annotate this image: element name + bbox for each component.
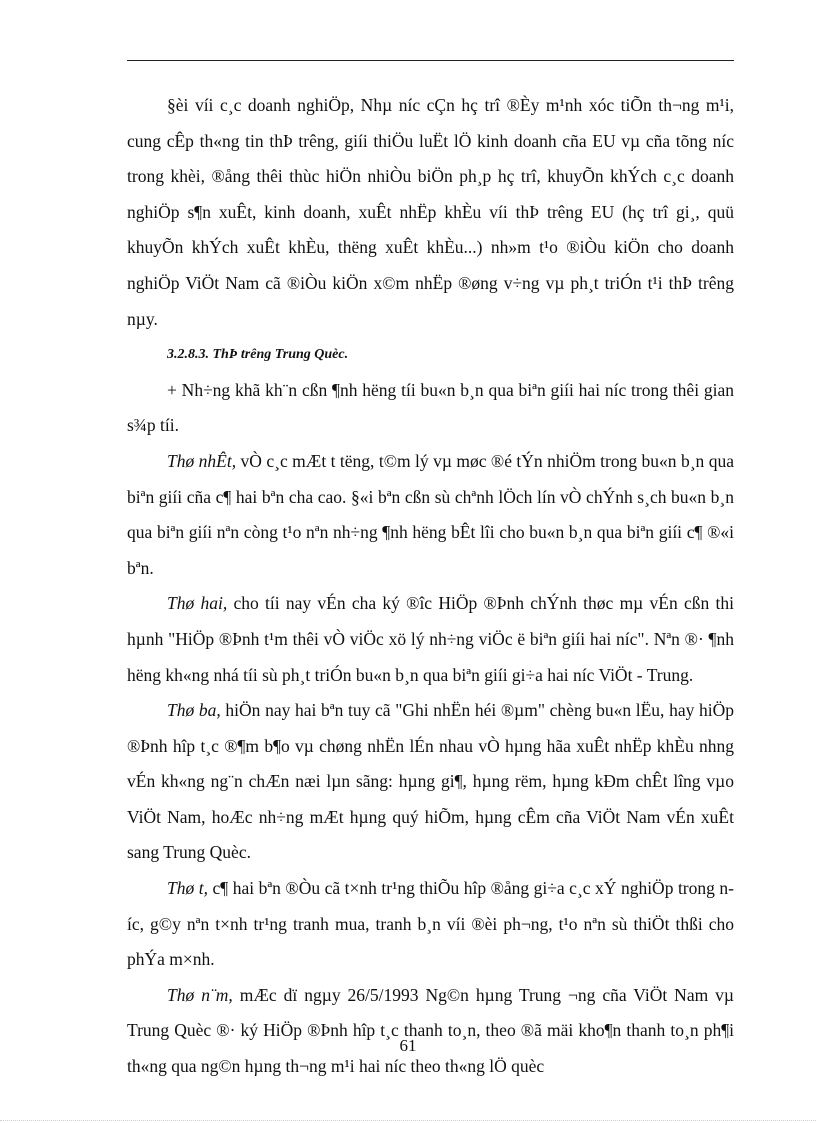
paragraph-third-lead: Thø ba,	[167, 700, 221, 721]
paragraph-first-text: vÒ c¸c mÆt t tëng, t©m lý vµ møc ®é tÝn nhiÖm trong bu«n b¸n qua biªn giíi cña c¶ hai bªn cha cao. §«i bªn cßn sù chªnh lÖch lín vÒ chÝnh s¸ch bu«n b¸n qua biªn giíi nªn còng t¹o nªn nh÷ng ¶nh hëng bÊt lîi cho bu«n b¸n qua biªn giíi c¶ ®«i bªn.	[127, 450, 734, 578]
paragraph-fourth	[127, 871, 734, 978]
paragraph-second	[127, 586, 734, 693]
paragraph-fourth-text: c¶ hai bªn ®Òu cã t×nh tr¹ng thiÕu hîp ®ång gi÷a c¸c xÝ nghiÖp trong níc, g©y nªn t×nh tr¹ng tranh mua, tranh b¸n víi ®èi ph¬ng, t¹o nªn sù thiÖt thßi cho phÝa m×nh.	[127, 878, 734, 970]
paragraph-fifth	[127, 978, 734, 1085]
paragraph-fifth-lead: Thø n¨m,	[167, 984, 233, 1005]
paragraph-fourth-lead: Thø t,	[167, 878, 208, 899]
footer-dotted-rule	[0, 1120, 816, 1121]
paragraph-second-text: cho tíi nay vÉn cha ký ®îc HiÖp ®Þnh chÝnh thøc mµ vÉn cßn thi hµnh "HiÖp ®Þnh t¹m thêi vÒ viÖc xö lý nh÷ng viÖc ë biªn giíi hai níc". Nªn ®· ¶nh hëng kh«ng nhá tíi sù ph¸t triÓn bu«n b¸n qua biªn giíi gi÷a hai níc ViÖt - Trung.	[127, 593, 734, 685]
paragraph-third-text: hiÖn nay hai bªn tuy cã "Ghi nhËn héi ®µm" chèng bu«n lËu, hay hiÖp ®Þnh hîp t¸c ®¶m b¶o vµ chøng nhËn lÉn nhau vÒ hµng hãa xuÊt nhËp khÈu nhng vÉn kh«ng ng¨n chÆn næi lµn sãng: hµng gi¶, hµng rëm, hµng kÐm chÊt lîng vµo ViÖt Nam, hoÆc nh÷ng mÆt hµng quý hiÕm, hµng cÊm cña ViÖt Nam vÉn xuÊt sang Trung Quèc.	[127, 700, 734, 863]
paragraph-eu-support: §èi víi c¸c doanh nghiÖp, Nhµ níc cÇn hç trî ®Èy m¹nh xóc tiÕn th¬ng m¹i, cung cÊp th«ng tin thÞ trêng, giíi thiÖu luËt lÖ kinh doanh cña EU vµ cña tõng níc trong khèi, ®ång thêi thùc hiÖn nhiÒu biÖn ph¸p hç trî, khuyÕn khÝch c¸c doanh nghiÖp s¶n xuÊt, kinh doanh, xuÊt nhËp khÈu víi thÞ trêng EU (hç trî gi¸, quü khuyÕn khÝch xuÊt khÈu, thëng xuÊt khÈu...) nh»m t¹o ®iÒu kiÖn cho doanh nghiÖp ViÖt Nam cã ®iÒu kiÖn x©m nhËp ®øng v÷ng vµ ph¸t triÓn t¹i thÞ trêng nµy.	[127, 95, 734, 329]
paragraph-second-lead: Thø hai,	[167, 593, 228, 614]
page-number: 61	[399, 1036, 417, 1055]
paragraph-fifth-text: mÆc dï ngµy 26/5/1993 Ng©n hµng Trung ¬ng cña ViÖt Nam vµ Trung Quèc ®· ký HiÖp ®Þnh hîp t¸c thanh to¸n, theo ®ã mäi kho¶n thanh to¸n ph¶i th«ng qua ng©n hµng th¬ng m¹i hai níc theo th«ng lÖ quèc	[127, 984, 734, 1077]
paragraph-difficulties: + Nh÷ng khã kh¨n cßn ¶nh hëng tíi bu«n b¸n qua biªn giíi hai níc trong thêi gian s¾p tíi.	[127, 379, 734, 436]
section-heading: 3.2.8.3. ThÞ trêng Trung Quèc.	[167, 347, 349, 363]
paragraph-third	[127, 693, 734, 871]
paragraph-first	[127, 444, 734, 586]
header-rule	[127, 60, 734, 61]
body-text	[127, 88, 734, 1085]
paragraph-first-lead: Thø nhÊt,	[167, 450, 237, 471]
